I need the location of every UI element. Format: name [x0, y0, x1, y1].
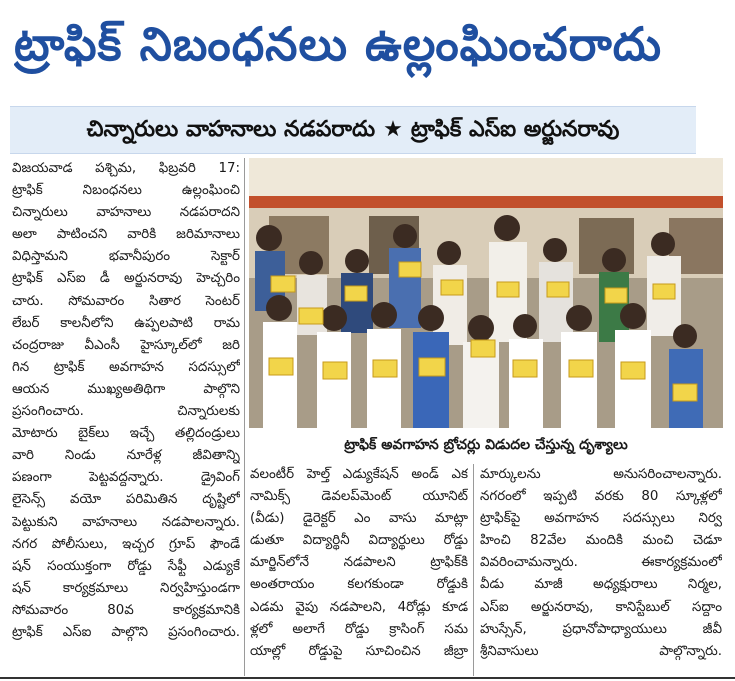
- article-line: ఎస్ఐ అర్జునరావు, కానిస్టేబుల్ సద్దాం: [480, 599, 722, 615]
- article-line: వలంటీర్ హెల్త్ ఎడ్యుకేషన్ అండ్ ఎక: [250, 467, 468, 482]
- article-column-2: [250, 464, 468, 676]
- article-line: పణంగా పెట్టవద్దన్నారు. డ్రైవింగ్: [12, 470, 240, 486]
- news-photo: [249, 158, 723, 428]
- article-line: సోమవారం 80వ కార్యక్రమానికి: [12, 602, 240, 618]
- article-column-3: [480, 464, 722, 676]
- article-line: శ్రీనివాసులు పాల్గొన్నారు.: [480, 643, 722, 659]
- subheadline: [10, 106, 696, 154]
- article-line: ప్రసంగించారు. చిన్నారులకు: [12, 404, 240, 420]
- article-line: షన్ సంయుక్తంగా రోడ్డు సేఫ్టీ ఎడ్యుకే: [12, 558, 240, 574]
- subheadline-left: చిన్నారులు వాహనాలు నడపరాదు: [86, 117, 376, 142]
- article-line: (వీడు) డైరెక్టర్ ఎం వాసు మాట్లా: [250, 511, 468, 527]
- article-line: అంతరాయం కలగకుండా రోడ్డుకి: [250, 577, 468, 593]
- article-line: డుతూ విద్యార్థినీ విద్యార్థులు రోడ్డు: [250, 533, 468, 549]
- column-divider: [244, 158, 245, 676]
- article-line: విధిస్తామని భవానీపురం సెక్టార్: [12, 249, 240, 265]
- article-line: గిన ట్రాఫిక్ అవగాహన సదస్సులో: [12, 359, 240, 375]
- article-line: హుస్సేన్, ప్రధానోపాధ్యాయులు జీవీ: [480, 621, 722, 637]
- article-line: ట్రాఫిక్ ఎస్ఐ డీ అర్జునరావు హెచ్చరిం: [12, 271, 240, 287]
- column-divider: [473, 464, 474, 676]
- subheadline-right: ట్రాఫిక్ ఎస్ఐ అర్జునరావు: [410, 117, 620, 142]
- article-line: వారి నిండు నూరేళ్ల జీవితాన్ని: [12, 448, 240, 464]
- article-line: ట్రాఫిక్‌పై అవగాహన సదస్సులు నిర్వ: [480, 511, 722, 527]
- article-line: నగర పోలీసులు, ఇచ్చర గ్రూప్ ఫౌండే: [12, 536, 240, 552]
- article-line: చిన్నారులు వాహనాలు నడపరాదని: [12, 205, 240, 221]
- photo-caption: ట్రాఫిక్ అవగాహన బ్రోచర్లు విడుదల చేస్తున్న దృశ్యాలు: [344, 437, 628, 453]
- article-line: చారు. సోమవారం సితార సెంటర్: [12, 293, 240, 309]
- article-line: అలా పాటించని వారికి జరిమానాలు: [12, 227, 240, 243]
- article-line: లేబర్ కాలనీలోని ఉప్పలపాటి రామ: [12, 315, 240, 331]
- article-line: నగరంలో ఇప్పటి వరకు 80 స్కూళ్లలో: [480, 489, 722, 505]
- bottom-rule: [0, 677, 735, 679]
- article-line: మార్కులను అనుసరించాలన్నారు.: [480, 467, 722, 482]
- article-line: ఎడమ వైపు నడపాలని, 4రోడ్లు కూడ: [250, 599, 468, 615]
- article-line: చంద్రరాజు వీఎంసీ హైస్కూల్‌లో జరి: [12, 337, 240, 353]
- article-line: మోటారు బైక్‌లు ఇచ్చే తల్లిదండ్రులు: [12, 426, 240, 442]
- star-icon: ★: [383, 117, 403, 142]
- article-line: వివరించామన్నారు. ఈకార్యక్రమంలో: [480, 555, 722, 571]
- article-line: ట్రాఫిక్ ఎస్ఐ పాల్గొని ప్రసంగించారు.: [12, 624, 240, 640]
- article-line: మార్జిన్‌లోనే నడపాలని ట్రాఫిక్‌కి: [250, 555, 468, 571]
- article-line: ఆయన ముఖ్యఅతిథిగా పాల్గొని: [12, 381, 240, 397]
- article-line: లైసెన్స్ వయో పరిమితిన దృష్టిలో: [12, 492, 240, 508]
- article-column-1: [12, 158, 240, 678]
- article-line: ళ్లలో అలాగే రోడ్డు క్రాసింగ్ సమ: [250, 621, 468, 637]
- headline: ట్రాఫిక్ నిబంధనలు ఉల్లంఘించరాదు: [14, 17, 663, 71]
- article-line: ట్రాఫిక్ నిబంధనలు ఉల్లంఘించి: [12, 183, 240, 199]
- article-line: విజయవాడ పశ్చిమ, ఫిబ్రవరి 17:: [12, 161, 240, 176]
- article-line: షన్ కార్యక్రమాలు నిర్వహిస్తుండగా: [12, 580, 240, 596]
- article-line: యాల్లో రోడ్డుపై సూచించిన జీబ్రా: [250, 643, 468, 659]
- article-line: నామిక్స్ డెవలప్‌మెంట్ యూనిట్: [250, 489, 468, 505]
- article-line: హించి 82వేల మందికి మంచి చెడూ: [480, 533, 722, 549]
- article-line: వీడు మాజీ అధ్యక్షురాలు నిర్మల,: [480, 577, 722, 593]
- article-line: పెట్టుకుని వాహనాలు నడపాలన్నారు.: [12, 514, 240, 530]
